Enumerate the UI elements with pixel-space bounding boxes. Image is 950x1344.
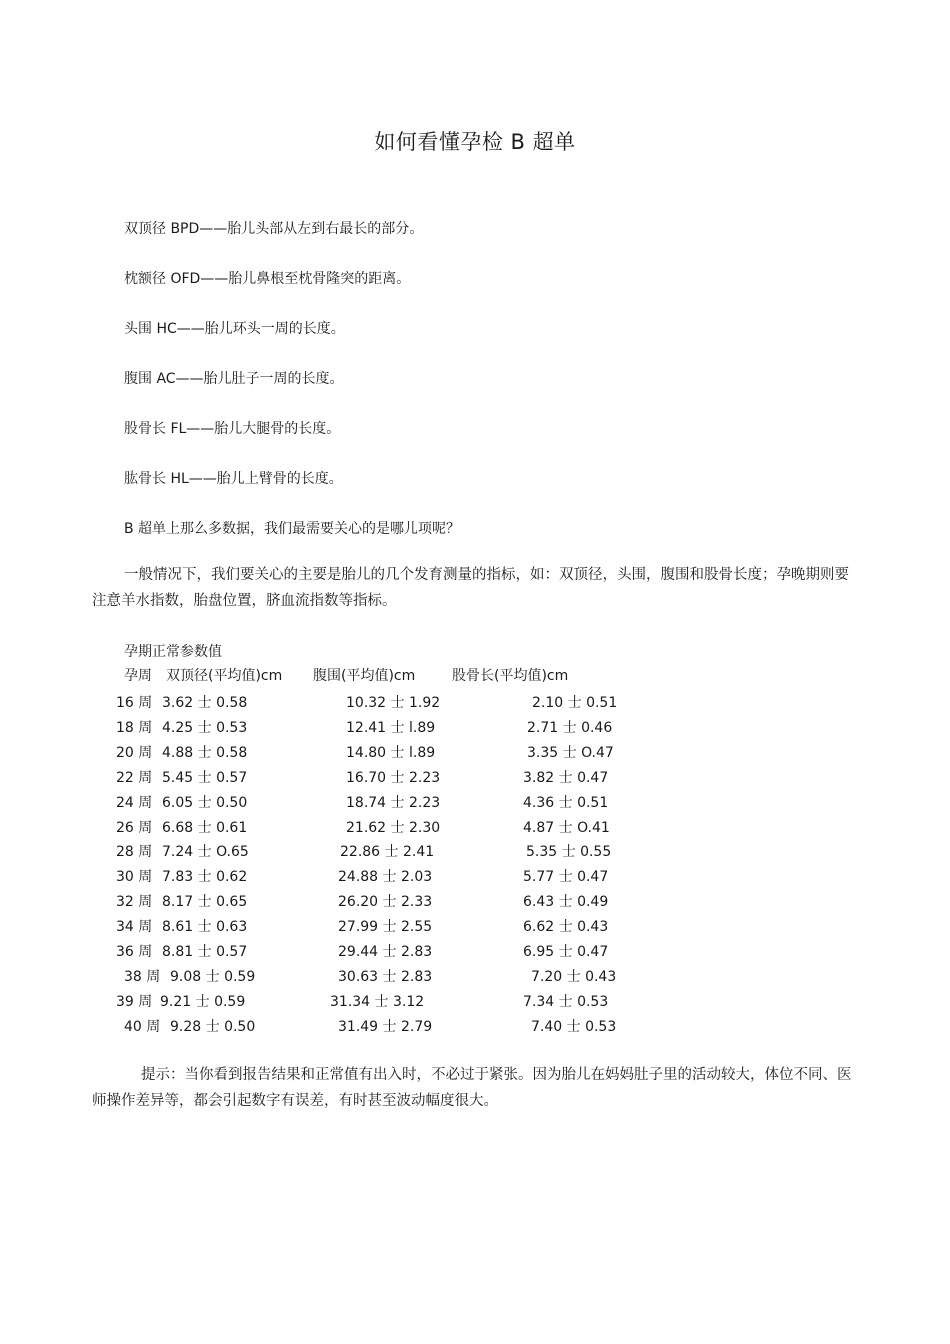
bpd-cell: 9.21 士 0.59 [160, 993, 246, 1010]
ac-cell: 18.74 士 2.23 [346, 794, 441, 811]
ac-cell: 10.32 士 1.92 [346, 695, 441, 711]
header-fl: 股骨长(平均值)cm [452, 668, 569, 684]
fl-cell: 7.20 士 0.43 [531, 968, 617, 985]
bpd-cell: 6.05 士 0.50 [162, 794, 248, 811]
bpd-cell: 5.45 士 0.57 [162, 769, 248, 786]
bpd-cell: 4.25 士 0.53 [162, 719, 248, 736]
definition-ac: 腹围 AC——胎儿肚子一周的长度。 [124, 371, 344, 387]
fl-cell: 6.95 士 0.47 [523, 944, 609, 960]
fl-cell: 3.82 士 0.47 [523, 769, 609, 786]
definition-bpd: 双顶径 BPD——胎儿头部从左到右最长的部分。 [124, 221, 424, 237]
bpd-cell: 3.62 士 0.58 [162, 695, 248, 711]
week-cell: 28 周 [116, 844, 153, 861]
week-cell: 26 周 [116, 819, 153, 836]
fl-cell: 7.34 士 0.53 [523, 993, 609, 1010]
week-cell: 16 周 [116, 695, 153, 711]
definition-hc: 头围 HC——胎儿环头一周的长度。 [124, 321, 345, 337]
bpd-cell: 7.24 士 O.65 [162, 844, 249, 861]
table-caption: 孕期正常参数值 [124, 644, 222, 660]
ac-cell: 16.70 士 2.23 [346, 769, 441, 786]
definition-ofd: 枕额径 OFD——胎儿鼻根至枕骨隆突的距离。 [124, 271, 411, 287]
week-cell: 24 周 [116, 794, 153, 811]
ac-cell: 21.62 士 2.30 [346, 819, 441, 836]
bpd-cell: 8.61 士 0.63 [162, 919, 248, 936]
week-cell: 34 周 [116, 919, 153, 936]
fl-cell: 2.71 士 0.46 [527, 719, 613, 736]
ac-cell: 30.63 士 2.83 [338, 968, 433, 985]
fl-cell: 5.77 士 0.47 [523, 869, 609, 886]
ac-cell: 14.80 士 l.89 [346, 744, 436, 761]
ac-cell: 29.44 士 2.83 [338, 944, 433, 960]
ac-cell: 27.99 士 2.55 [338, 919, 433, 936]
definition-fl: 股骨长 FL——胎儿大腿骨的长度。 [124, 421, 341, 437]
ac-cell: 12.41 士 l.89 [346, 719, 436, 736]
week-cell: 40 周 [124, 1018, 161, 1035]
ac-cell: 24.88 士 2.03 [338, 869, 433, 886]
bpd-cell: 9.28 士 0.50 [170, 1018, 256, 1035]
week-cell: 20 周 [116, 744, 153, 761]
fl-cell: 5.35 士 0.55 [526, 844, 612, 861]
fl-cell: 7.40 士 0.53 [531, 1018, 617, 1035]
intro-paragraph: 一般情况下，我们要关心的主要是胎儿的几个发育测量的指标，如：双顶径，头围，腹围和股骨长度；孕晚期则要注意羊水指数，胎盘位置，脐血流指数等指标。 [92, 567, 849, 609]
fl-cell: 4.36 士 0.51 [523, 794, 609, 811]
bpd-cell: 4.88 士 0.58 [162, 744, 248, 761]
ac-cell: 22.86 士 2.41 [340, 844, 435, 861]
header-week: 孕周 [124, 668, 152, 684]
week-cell: 32 周 [116, 894, 153, 911]
fl-cell: 2.10 士 0.51 [532, 695, 618, 711]
page-title: 如何看懂孕检 B 超单 [374, 130, 576, 154]
bpd-cell: 7.83 士 0.62 [162, 869, 248, 886]
week-cell: 30 周 [116, 869, 153, 886]
header-ac: 腹围(平均值)cm [313, 668, 416, 684]
week-cell: 36 周 [116, 944, 153, 960]
question-line: B 超单上那么多数据，我们最需要关心的是哪儿项呢？ [124, 521, 461, 537]
header-bpd: 双顶径(平均值)cm [166, 668, 283, 684]
fl-cell: 6.43 士 0.49 [523, 894, 609, 911]
definition-hl: 肱骨长 HL——胎儿上臂骨的长度。 [124, 471, 343, 487]
ac-cell: 31.34 士 3.12 [330, 993, 425, 1010]
bpd-cell: 6.68 士 0.61 [162, 819, 248, 836]
bpd-cell: 9.08 士 0.59 [170, 968, 256, 985]
fl-cell: 3.35 士 O.47 [527, 744, 614, 761]
week-cell: 38 周 [124, 968, 161, 985]
tip-paragraph: 提示：当你看到报告结果和正常值有出入时，不必过于紧张。因为胎儿在妈妈肚子里的活动较大，体位不同、医师操作差异等，都会引起数字有误差，有时甚至波动幅度很大。 [92, 1067, 852, 1109]
bpd-cell: 8.17 士 0.65 [162, 894, 248, 911]
ac-cell: 26.20 士 2.33 [338, 894, 433, 911]
fl-cell: 4.87 士 O.41 [523, 819, 610, 836]
week-cell: 22 周 [116, 769, 153, 786]
fl-cell: 6.62 士 0.43 [523, 919, 609, 936]
bpd-cell: 8.81 士 0.57 [162, 944, 248, 960]
week-cell: 39 周 [116, 993, 153, 1010]
ac-cell: 31.49 士 2.79 [338, 1018, 433, 1035]
week-cell: 18 周 [116, 719, 153, 736]
